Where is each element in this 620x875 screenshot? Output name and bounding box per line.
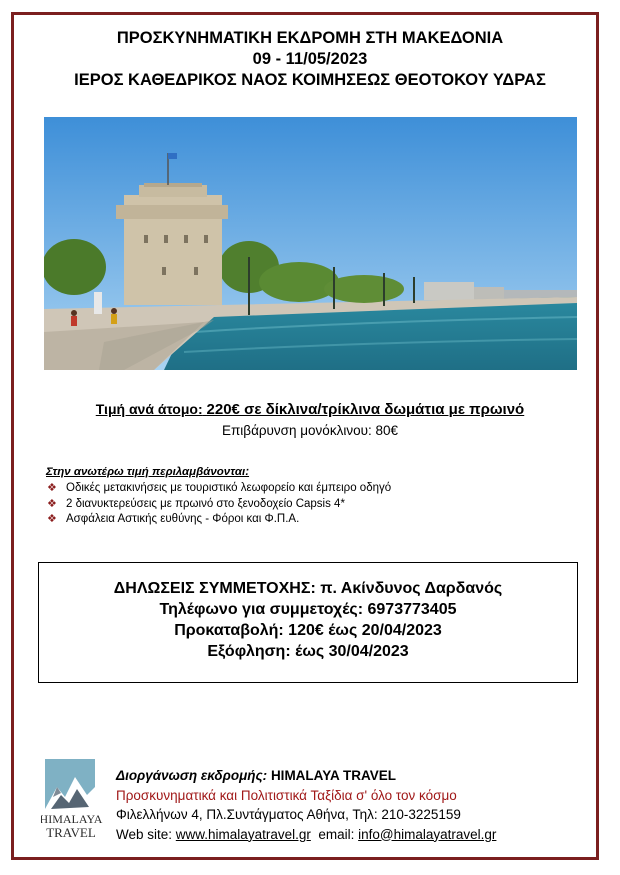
booking-deposit: Προκαταβολή: 120€ έως 20/04/2023 xyxy=(174,622,442,639)
booking-phone: Τηλέφωνο για συμμετοχές: 6973773405 xyxy=(159,601,457,618)
list-item: ❖ 2 διανυκτερεύσεις με πρωινό στο ξενοδοχείο Capsis 4* xyxy=(47,497,391,513)
diamond-bullet-icon: ❖ xyxy=(47,513,57,525)
booking-info-box xyxy=(38,562,578,683)
list-item: ❖ Ασφάλεια Αστικής ευθύνης - Φόροι και Φ.Π.Α. xyxy=(47,512,391,528)
website-label: Web site: xyxy=(116,826,173,842)
logo-text-top: HIMALAYA xyxy=(41,812,103,826)
website-link[interactable]: www.himalayatravel.gr xyxy=(175,826,311,842)
organizer-address: Φιλελλήνων 4, Πλ.Συντάγματος Αθήνα, Τηλ: 210-3225159 xyxy=(116,807,461,822)
white-tower-photo xyxy=(44,117,577,370)
email-link[interactable]: info@himalayatravel.gr xyxy=(358,826,497,842)
included-list xyxy=(47,481,391,528)
organizer-line xyxy=(116,766,496,786)
booking-balance: Εξόφληση: έως 30/04/2023 xyxy=(207,643,409,660)
organizer-info xyxy=(116,766,496,844)
diamond-bullet-icon: ❖ xyxy=(47,497,57,510)
trip-dates: 09 - 11/05/2023 xyxy=(252,50,368,68)
single-supplement: Επιβάρυνση μονόκλινου: 80€ xyxy=(221,423,398,438)
organizer-contacts xyxy=(116,825,496,845)
booking-contact: ΔΗΛΩΣΕΙΣ ΣΥΜΜΕΤΟΧΗΣ: π. Ακίνδυνος Δαρδανός xyxy=(113,580,503,597)
email-label: email: xyxy=(318,826,355,842)
price-value: 220€ σε δίκλινα/τρίκλινα δωμάτια με πρωινό xyxy=(206,401,525,418)
organizer-name: HIMALAYA TRAVEL xyxy=(270,768,396,783)
organizer-label: Διοργάνωση εκδρομής: xyxy=(116,768,268,783)
himalaya-logo xyxy=(41,757,103,841)
organizer-tagline: Προσκυνηματικά και Πολιτιστικά Ταξίδια σ' όλο τον κόσμο xyxy=(116,787,457,803)
included-heading: Στην ανωτέρω τιμή περιλαμβάνονται: xyxy=(46,466,250,478)
trip-church: ΙΕΡΟΣ ΚΑΘΕΔΡΙΚΟΣ ΝΑΟΣ ΚΟΙΜΗΣΕΩΣ ΘΕΟΤΟΚΟΥ ΥΔΡΑΣ xyxy=(74,71,546,89)
price-per-person xyxy=(14,401,606,418)
price-label: Τιμή ανά άτομο: xyxy=(95,401,203,417)
trip-title: ΠΡΟΣΚΥΝΗΜΑΤΙΚΗ ΕΚΔΡΟΜΗ ΣΤΗ ΜΑΚΕΔΟΝΙΑ xyxy=(116,29,504,47)
header-titles xyxy=(14,28,606,91)
list-item: ❖ Οδικές μετακινήσεις με τουριστικό λεωφορείο και έμπειρο οδηγό xyxy=(47,481,391,497)
diamond-bullet-icon: ❖ xyxy=(47,482,57,494)
logo-text-bottom: TRAVEL xyxy=(46,825,96,840)
